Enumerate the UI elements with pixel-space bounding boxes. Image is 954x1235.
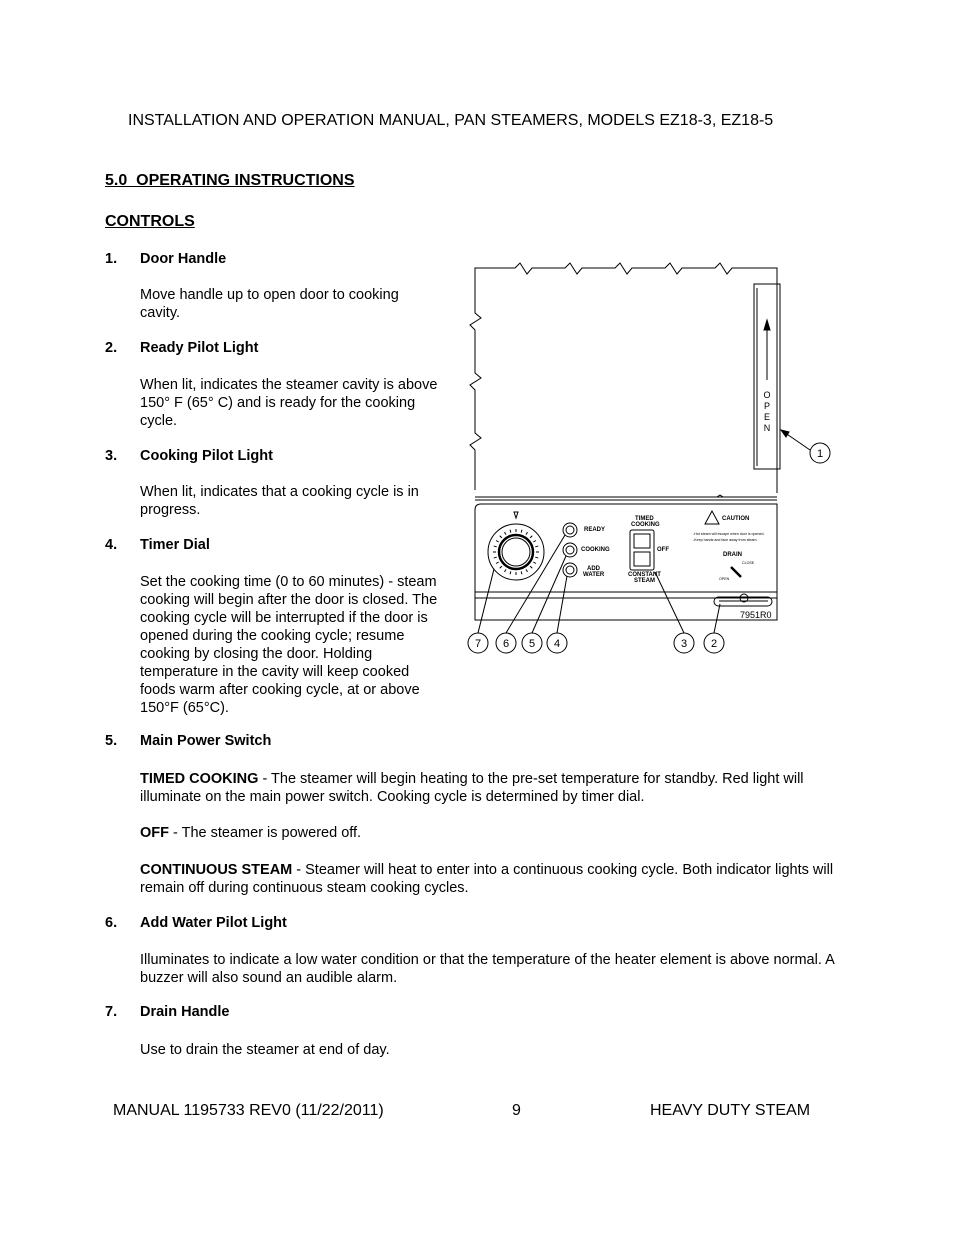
- item-description: When lit, indicates the steamer cavity is above 150° F (65° C) and is ready for the cooking cycle.: [140, 377, 438, 429]
- footer-brand: HEAVY DUTY STEAM: [650, 1102, 811, 1119]
- power-switch-continuous-steam: [140, 861, 840, 897]
- item-title: Main Power Switch: [140, 733, 272, 749]
- dial-tick: [494, 557, 497, 558]
- item-description: Set the cooking time (0 to 60 minutes) - steam cooking will begin after the door is closed. The cooking cycle will be interrupted if the door is opened during the cooking cycle; resume cooking by closing the door. Holding temperature in the cavity will keep cooked foods warm after cooking cycle, at or above 150°F (65°C).: [140, 574, 438, 716]
- item-description: Illuminates to indicate a low water condition or that the temperature of the heater element is above normal. A buzzer will also sound an audible alarm.: [140, 952, 834, 986]
- mode-text: - The steamer is powered off.: [169, 825, 362, 841]
- mode-label: CONTINUOUS STEAM: [140, 862, 293, 878]
- item-number: 4.: [105, 537, 118, 553]
- handle-letter: P: [763, 401, 771, 411]
- item-title: Add Water Pilot Light: [140, 915, 287, 931]
- door-outline: [470, 263, 777, 493]
- power-switch-off: [140, 824, 840, 842]
- mode-label: OFF: [140, 825, 169, 841]
- item-description: Use to drain the steamer at end of day.: [140, 1042, 390, 1058]
- switch-label: COOKING: [631, 522, 660, 528]
- callout-number: 4: [553, 638, 561, 650]
- mode-label: TIMED COOKING: [140, 771, 259, 787]
- dial-tick: [500, 536, 502, 538]
- dial-tick: [530, 566, 532, 568]
- caution-icon: [705, 511, 719, 524]
- add-water-light: [563, 563, 577, 577]
- callout-number: 5: [528, 638, 536, 650]
- item-title: Cooking Pilot Light: [140, 448, 273, 464]
- footer-page-number: 9: [512, 1102, 521, 1119]
- subsection-title: CONTROLS: [105, 213, 195, 230]
- item-description: Move handle up to open door to cooking cavity.: [140, 287, 399, 321]
- ready-label: READY: [584, 527, 606, 533]
- switch-label: CONSTANT: [628, 572, 661, 578]
- dial-tick: [521, 571, 522, 574]
- callout-number: 2: [710, 638, 718, 650]
- dial-tick: [535, 557, 538, 558]
- figure-id: 7951R0: [740, 610, 772, 620]
- switch-label: STEAM: [634, 578, 655, 584]
- mode-text: - Steamer will heat to enter into a continuous cooking cycle. Both indicator lights will remain off during continuous steam cooking cycles.: [140, 862, 834, 896]
- drain-close-label: CLOSE: [742, 561, 755, 565]
- dial-tick: [500, 566, 502, 568]
- add-water-label: WATER: [583, 572, 605, 578]
- dial-tick: [496, 541, 499, 543]
- item-description: When lit, indicates that a cooking cycle is in progress.: [140, 484, 419, 518]
- add-water-label: ADD: [587, 566, 600, 572]
- callout-number: 3: [680, 638, 688, 650]
- item-number: 6.: [105, 915, 118, 931]
- drain-label: DRAIN: [723, 552, 742, 558]
- item-number: 3.: [105, 448, 118, 464]
- mode-text: - The steamer will begin heating to the pre-set temperature for standby. Red light will illuminate on the main power switch. Cooking cycle is determined by timer dial.: [140, 771, 804, 805]
- item-number: 1.: [105, 251, 118, 267]
- handle-letter: N: [763, 423, 771, 433]
- ready-light: [563, 523, 577, 537]
- dial-tick: [510, 571, 511, 574]
- item-title: Door Handle: [140, 251, 227, 267]
- item-title: Timer Dial: [140, 537, 210, 553]
- switch-label: TIMED: [635, 516, 654, 522]
- footer-manual-id: MANUAL 1195733 REV0 (11/22/2011): [113, 1102, 384, 1119]
- item-title: Ready Pilot Light: [140, 340, 259, 356]
- cooking-label: COOKING: [581, 547, 610, 553]
- dial-tick: [510, 530, 511, 533]
- dial-tick: [526, 532, 528, 535]
- item-number: 7.: [105, 1004, 118, 1020]
- cooking-light: [563, 543, 577, 557]
- dial-tick: [505, 569, 507, 572]
- section-title: 5.0 OPERATING INSTRUCTIONS: [105, 172, 355, 189]
- page-header: INSTALLATION AND OPERATION MANUAL, PAN STEAMERS, MODELS EZ18-3, EZ18-5: [128, 112, 774, 129]
- dial-tick: [505, 532, 507, 535]
- dial-tick: [533, 562, 536, 564]
- item-number: 5.: [105, 733, 118, 749]
- handle-letter: O: [763, 390, 771, 400]
- dial-tick: [533, 541, 536, 543]
- drain-lever: [731, 567, 741, 577]
- callout-number: 1: [816, 448, 824, 460]
- caution-title: CAUTION: [722, 516, 750, 522]
- handle-letter: E: [763, 412, 771, 422]
- power-switch: [630, 530, 654, 570]
- switch-off-label: OFF: [657, 547, 669, 553]
- dial-tick: [521, 530, 522, 533]
- callout-number: 7: [474, 638, 482, 650]
- timer-dial: [488, 512, 544, 580]
- dial-tick: [530, 536, 532, 538]
- dial-tick: [526, 569, 528, 572]
- dial-tick: [496, 562, 499, 564]
- dial-tick: [494, 546, 497, 547]
- caution-line: -Hot steam will escape when door is opened.: [693, 532, 765, 536]
- power-switch-timed-cooking: [140, 770, 840, 806]
- item-title: Drain Handle: [140, 1004, 230, 1020]
- caution-line: -Keep hands and face away from steam.: [693, 538, 758, 542]
- drain-open-label: OPEN: [719, 577, 730, 581]
- dial-tick: [535, 546, 538, 547]
- callout-number: 6: [502, 638, 510, 650]
- item-number: 2.: [105, 340, 118, 356]
